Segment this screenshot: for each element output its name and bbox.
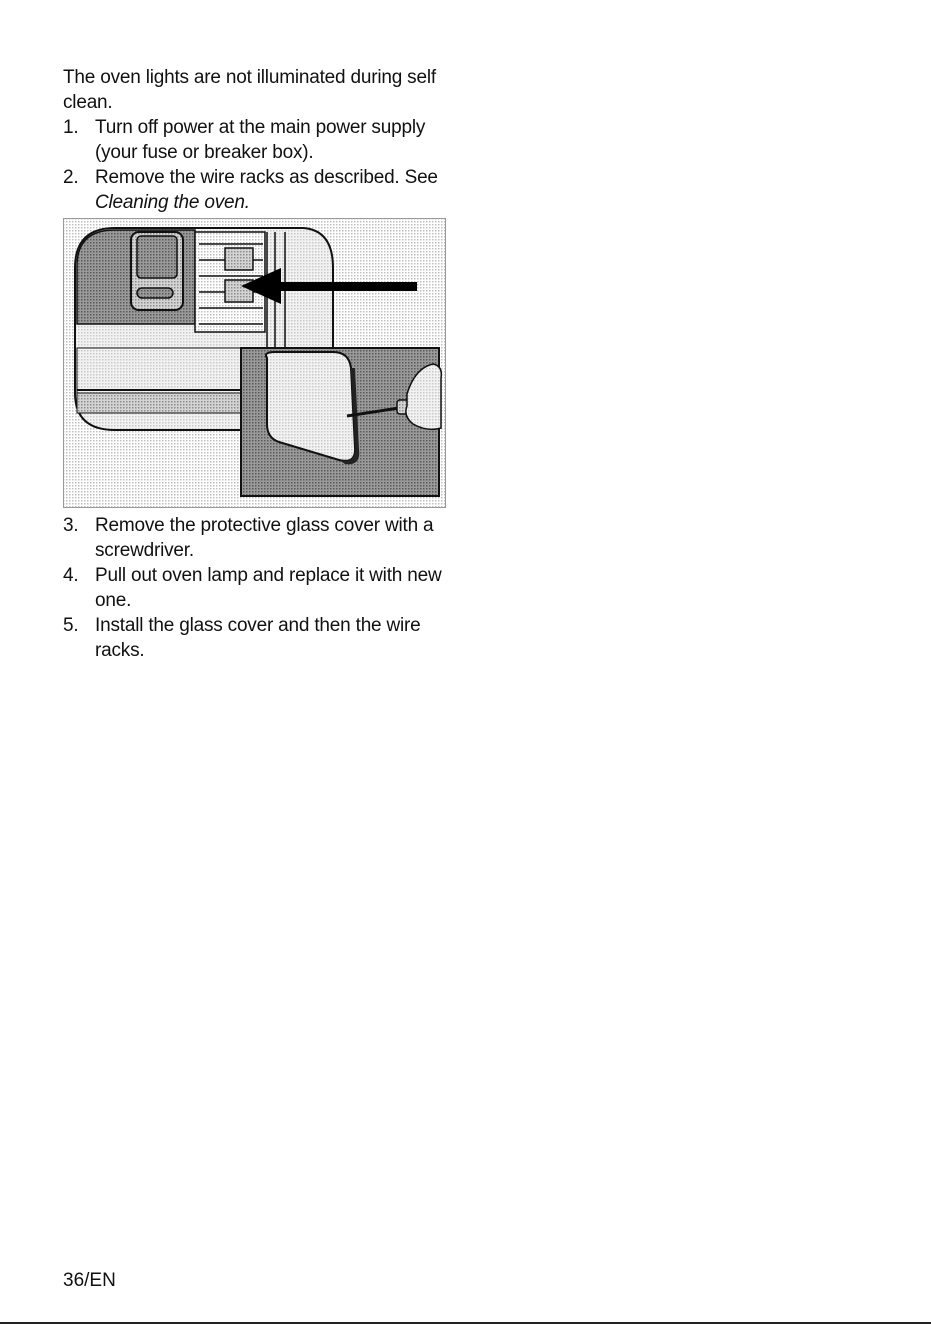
step-number: 5. (63, 615, 79, 636)
step-item (63, 563, 443, 613)
lamp-base (137, 288, 173, 298)
step-number: 4. (63, 565, 79, 586)
step-text-wrapper (95, 165, 443, 215)
step-number: 1. (63, 117, 79, 138)
step-item (63, 165, 443, 215)
oven-lamp-figure (63, 218, 446, 508)
door-sill (77, 393, 241, 413)
steps-list-bottom (63, 513, 443, 663)
oven-lamp-replacement-illustration (63, 218, 446, 508)
step-number: 3. (63, 515, 79, 536)
intro-paragraph: The oven lights are not illuminated during self clean. (63, 67, 436, 113)
step-text: Remove the protective glass cover with a screwdriver. (95, 515, 434, 561)
step-number: 2. (63, 167, 79, 188)
step-item (63, 613, 443, 663)
lamp-cover (137, 236, 177, 278)
cross-reference-link: Cleaning the oven. (95, 192, 250, 213)
page-number: 36/EN (63, 1270, 116, 1291)
step-text: Install the glass cover and then the wire racks. (95, 615, 421, 661)
step-text: Turn off power at the main power supply (your fuse or breaker box). (95, 117, 426, 163)
step-item (63, 513, 443, 563)
step-text: Remove the wire racks as described. See (95, 167, 438, 188)
steps-list-top (63, 115, 443, 215)
oven-floor (77, 348, 241, 393)
step-item (63, 115, 443, 165)
step-text: Pull out oven lamp and replace it with new one. (95, 565, 442, 611)
